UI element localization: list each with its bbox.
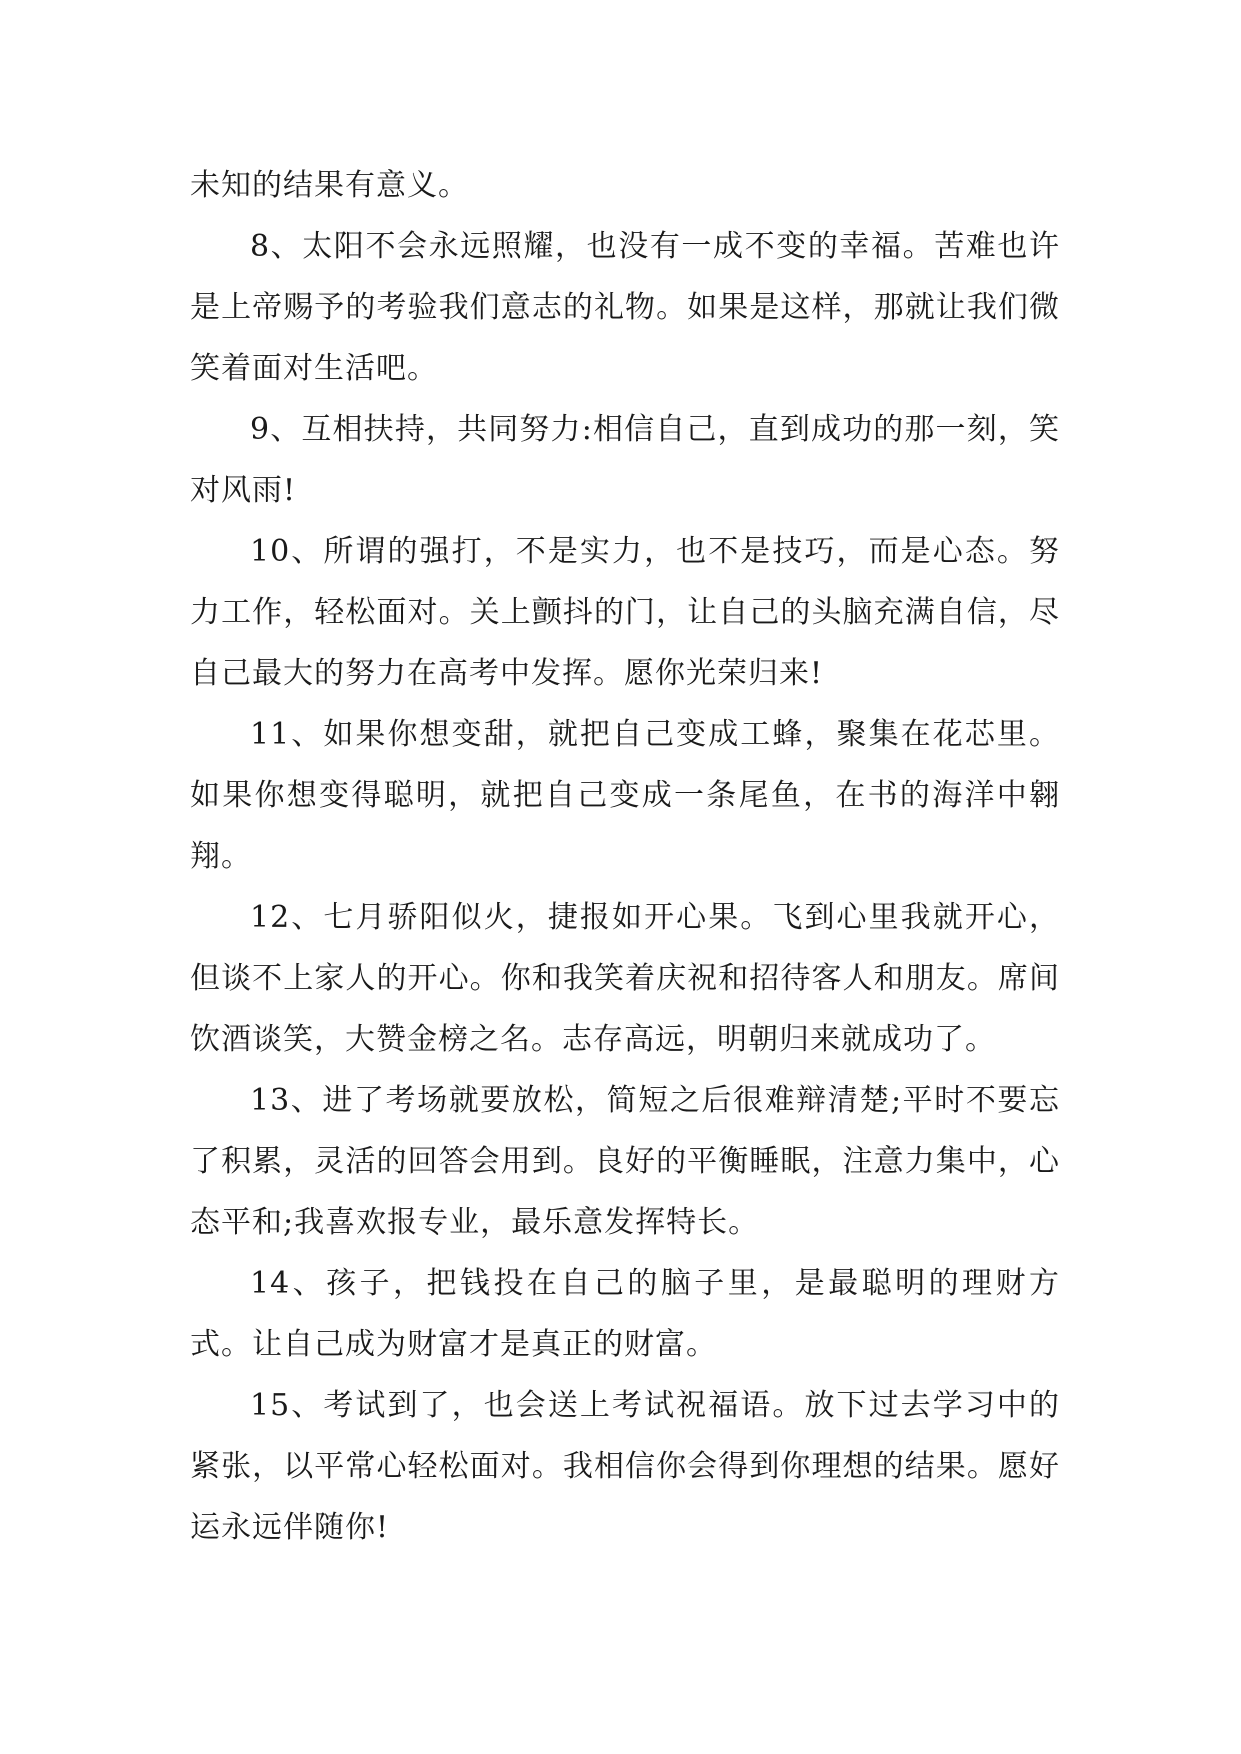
paragraph-item-11: 11、如果你想变甜，就把自己变成工蜂，聚集在花芯里。如果你想变得聪明，就把自己变成一条尾鱼，在书的海洋中翱翔。 — [190, 717, 1060, 874]
paragraph-continuation: 未知的结果有意义。 — [190, 168, 469, 203]
paragraph-item-12: 12、七月骄阳似火，捷报如开心果。飞到心里我就开心，但谈不上家人的开心。你和我笑着庆祝和招待客人和朋友。席间饮酒谈笑，大赞金榜之名。志存高远，明朝归来就成功了。 — [190, 900, 1060, 1057]
paragraph-item-10: 10、所谓的强打，不是实力，也不是技巧，而是心态。努力工作，轻松面对。关上颤抖的门，让自己的头脑充满自信，尽自己最大的努力在高考中发挥。愿你光荣归来! — [190, 534, 1060, 691]
paragraph-item-9: 9、互相扶持，共同努力:相信自己，直到成功的那一刻，笑对风雨! — [190, 412, 1060, 508]
paragraph-item-8: 8、太阳不会永远照耀，也没有一成不变的幸福。苦难也许是上帝赐予的考验我们意志的礼物。如果是这样，那就让我们微笑着面对生活吧。 — [190, 229, 1060, 386]
paragraph-item-14: 14、孩子，把钱投在自己的脑子里，是最聪明的理财方式。让自己成为财富才是真正的财富。 — [190, 1266, 1060, 1362]
paragraph-item-15: 15、考试到了，也会送上考试祝福语。放下过去学习中的紧张，以平常心轻松面对。我相信你会得到你理想的结果。愿好运永远伴随你! — [190, 1388, 1060, 1545]
document-body — [190, 155, 1060, 1558]
paragraph-item-13: 13、进了考场就要放松，简短之后很难辩清楚;平时不要忘了积累，灵活的回答会用到。良好的平衡睡眠，注意力集中，心态平和;我喜欢报专业，最乐意发挥特长。 — [190, 1083, 1060, 1240]
